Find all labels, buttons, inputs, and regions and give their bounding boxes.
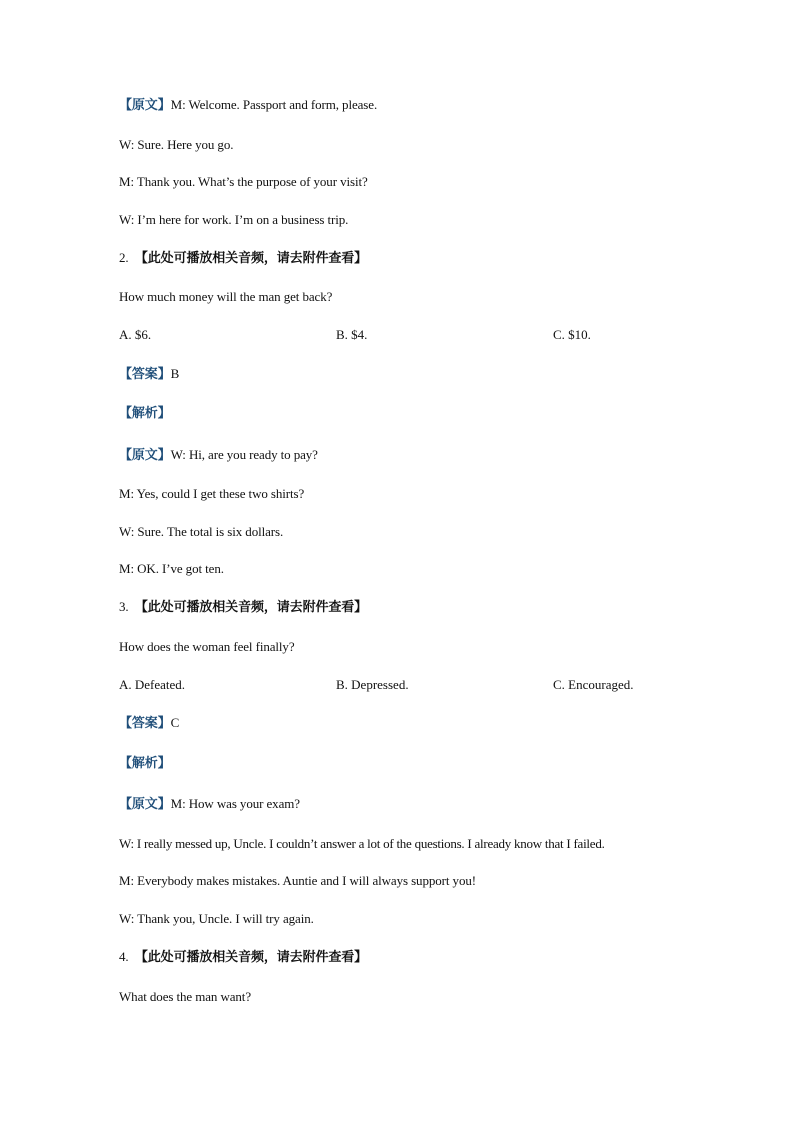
- q1-transcript-line-2: W: Sure. Here you go.: [119, 137, 234, 152]
- question-number: 4.: [119, 949, 129, 964]
- transcript-tag: 【原文】: [119, 448, 171, 463]
- q4-header: [119, 948, 367, 967]
- dialogue-text: W: Hi, are you ready to pay?: [170, 447, 318, 462]
- dialogue-text: M: Welcome. Passport and form, please.: [170, 97, 378, 112]
- q2-transcript-line-1: [119, 446, 318, 465]
- q2-transcript-line-2: M: Yes, could I get these two shirts?: [119, 486, 305, 501]
- q3-analysis: [119, 754, 171, 773]
- audio-note-link[interactable]: 【此处可播放相关音频，请去附件查看】: [134, 251, 368, 266]
- question-number: 3.: [119, 599, 129, 614]
- transcript-tag: 【原文】: [119, 797, 171, 812]
- q2-header: [119, 249, 367, 268]
- q1-transcript-line-3: M: Thank you. What’s the purpose of your visit?: [119, 174, 368, 189]
- q2-transcript-line-3: W: Sure. The total is six dollars.: [119, 524, 284, 539]
- q4-question: What does the man want?: [119, 989, 251, 1004]
- analysis-tag: 【解析】: [119, 756, 171, 771]
- audio-note-link[interactable]: 【此处可播放相关音频，请去附件查看】: [134, 600, 368, 615]
- transcript-tag: 【原文】: [119, 98, 171, 113]
- audio-note-link[interactable]: 【此处可播放相关音频，请去附件查看】: [134, 950, 368, 965]
- q1-transcript-line-4: W: I’m here for work. I’m on a business trip.: [119, 212, 349, 227]
- q2-option-a: A. $6.: [119, 327, 152, 342]
- answer-value: B: [170, 366, 180, 381]
- answer-tag: 【答案】: [119, 367, 171, 382]
- question-number: 2.: [119, 250, 129, 265]
- q2-analysis: [119, 404, 171, 423]
- answer-tag: 【答案】: [119, 716, 171, 731]
- q1-transcript-line-1: [119, 96, 377, 115]
- answer-value: C: [170, 715, 180, 730]
- q3-option-a: A. Defeated.: [119, 677, 186, 692]
- q3-transcript-line-3: M: Everybody makes mistakes. Auntie and I will always support you!: [119, 873, 476, 888]
- q3-option-b: B. Depressed.: [336, 677, 409, 692]
- q3-transcript-line-1: [119, 795, 300, 814]
- q2-answer: [119, 365, 179, 384]
- q2-question: How much money will the man get back?: [119, 289, 333, 304]
- q2-option-b: B. $4.: [336, 327, 368, 342]
- analysis-tag: 【解析】: [119, 406, 171, 421]
- q3-header: [119, 598, 367, 617]
- q3-option-c: C. Encouraged.: [553, 677, 634, 692]
- q2-option-c: C. $10.: [553, 327, 591, 342]
- dialogue-text: M: How was your exam?: [170, 796, 300, 811]
- q3-question: How does the woman feel finally?: [119, 639, 295, 654]
- q2-transcript-line-4: M: OK. I’ve got ten.: [119, 561, 224, 576]
- q3-transcript-line-2: W: I really messed up, Uncle. I couldn’t answer a lot of the questions. I already know that I failed.: [119, 836, 605, 851]
- q3-transcript-line-4: W: Thank you, Uncle. I will try again.: [119, 911, 314, 926]
- q3-answer: [119, 714, 179, 733]
